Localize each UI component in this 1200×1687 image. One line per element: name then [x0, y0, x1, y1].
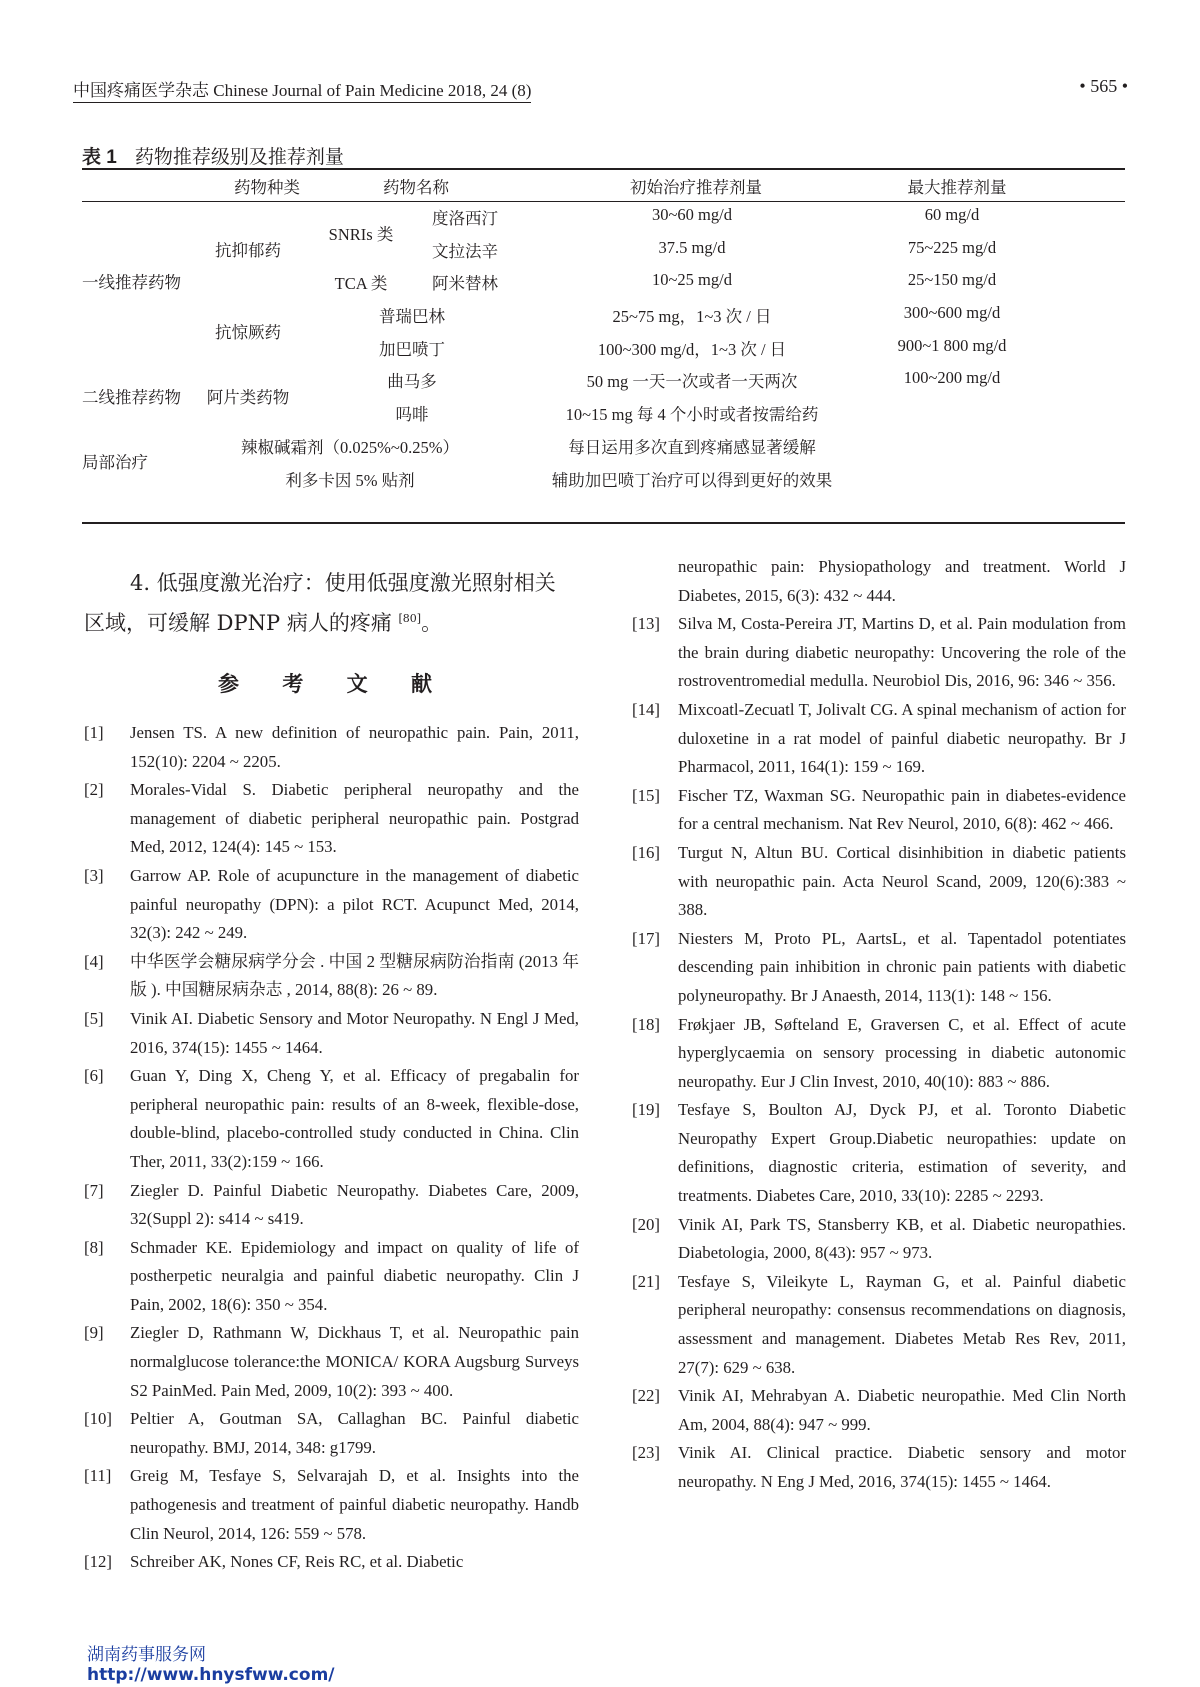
col-header-max-dose: 最大推荐剂量	[907, 178, 1007, 197]
table-caption	[82, 142, 344, 169]
body-paragraph	[84, 565, 584, 641]
reference-item	[84, 1548, 579, 1577]
ref-text: 中华医学会糖尿病学分会 . 中国 2 型糖尿病防治指南 (2013 年版 ). 中国糖尿病杂志 , 2014, 88(8): 26 ~ 89.	[130, 951, 579, 1000]
ref-text: Vinik AI, Park TS, Stansberry KB, et al. Diabetic neuropathies. Diabetologia, 2000, 8(43): 957 ~ 973.	[678, 1214, 1126, 1263]
reference-item	[84, 1062, 579, 1176]
ref-number: [14]	[632, 699, 660, 719]
ref-text: Jensen TS. A new definition of neuropathic pain. Pain, 2011, 152(10): 2204 ~ 2205.	[130, 723, 579, 771]
ref-number: [17]	[632, 928, 660, 948]
ref-text: Morales-Vidal S. Diabetic peripheral neuropathy and the management of diabetic peripheral neuropathic pain. Postgrad Med, 2012, 124(4): 145 ~ 153.	[130, 780, 579, 857]
site-name: 湖南药事服务网	[87, 1645, 206, 1665]
max-dose: 300~600 mg/d	[903, 303, 1001, 322]
initial-dose: 辅助加巴喷丁治疗可以得到更好的效果	[551, 471, 833, 490]
reference-item	[84, 776, 579, 862]
ref-text: Vinik AI, Mehrabyan A. Diabetic neuropathie. Med Clin North Am, 2004, 88(4): 947 ~ 999.	[678, 1386, 1126, 1434]
site-url-link[interactable]: http://www.hnysfww.com/	[87, 1665, 335, 1685]
reference-item	[632, 1211, 1126, 1268]
drug-name: 文拉法辛	[432, 242, 498, 261]
drug-name: 吗啡	[395, 405, 429, 424]
references-left	[84, 719, 579, 1577]
page-number: • 565 •	[1079, 76, 1128, 96]
ref-text: Tesfaye S, Boulton AJ, Dyck PJ, et al. Toronto Diabetic Neuropathy Expert Group.Diabetic neuropathies: update on definitions, diagnostic criteria, estimation of severity, and treatments. Diabetes Care, 2010, 33(10): 2285 ~ 2293.	[678, 1100, 1126, 1206]
ref-text: Peltier A, Goutman SA, Callaghan BC. Painful diabetic neuropathy. BMJ, 2014, 348: g1799.	[130, 1409, 579, 1457]
ref-number: [18]	[632, 1014, 660, 1034]
table-label: 表 1	[82, 147, 117, 168]
reference-item	[632, 1268, 1126, 1382]
reference-item	[632, 610, 1126, 696]
ref-number: [7]	[84, 1180, 104, 1200]
ref-text: Schmader KE. Epidemiology and impact on quality of life of postherpetic neuralgia and painful diabetic neuropathy. Clin J Pain, 2002, 18(6): 350 ~ 354.	[130, 1237, 579, 1314]
body-line-text: 区域，可缓解 DPNP 病人的疼痛	[84, 611, 392, 635]
ref-number: [3]	[84, 865, 104, 885]
ref-number: [2]	[84, 780, 104, 800]
reference-item	[632, 839, 1126, 925]
reference-item	[84, 1405, 579, 1462]
reference-item	[84, 1234, 579, 1320]
ref-text: Frøkjaer JB, Søfteland E, Graversen C, et al. Effect of acute hyperglycaemia on sensory processing in diabetic autonomic neuropathy. Eur J Clin Invest, 2010, 40(10): 883 ~ 886.	[678, 1014, 1126, 1091]
group-second-line: 二线推荐药物	[82, 388, 181, 407]
ref-text: Guan Y, Ding X, Cheng Y, et al. Efficacy of pregabalin for peripheral neuropathic pain: results of an 8-week, flexible-dose, double-blind, placebo-controlled study conducted in China. Clin Ther, 2011, 33(2):159 ~ 166.	[130, 1066, 579, 1171]
reference-item	[632, 1382, 1126, 1439]
col-header-category: 药物种类	[234, 178, 300, 197]
initial-dose: 37.5 mg/d	[658, 238, 726, 257]
table-header-rule	[82, 201, 1125, 202]
drug-name: 辣椒碱霜剂（0.025%~0.25%）	[241, 438, 459, 457]
ref-text: Schreiber AK, Nones CF, Reis RC, et al. Diabetic	[130, 1552, 464, 1572]
initial-dose: 50 mg 一天一次或者一天两次	[586, 372, 798, 391]
drug-name: 加巴喷丁	[379, 340, 445, 359]
ref-text: Ziegler D, Rathmann W, Dickhaus T, et al. Neuropathic pain normalglucose tolerance:the MONICA/ KORA Augsburg Surveys S2 PainMed. Pain Med, 2009, 10(2): 393 ~ 400.	[130, 1323, 579, 1400]
initial-dose: 30~60 mg/d	[652, 205, 732, 224]
drug-name: 利多卡因 5% 贴剂	[285, 471, 415, 490]
drug-name: 度洛西汀	[432, 209, 498, 228]
reference-item	[84, 1177, 579, 1234]
ref-text: neuropathic pain: Physiopathology and treatment. World J Diabetes, 2015, 6(3): 432 ~ 444.	[678, 557, 1126, 605]
max-dose: 60 mg/d	[924, 205, 980, 224]
ref-text: Fischer TZ, Waxman SG. Neuropathic pain in diabetes-evidence for a central mechanism. Nat Rev Neurol, 2010, 6(8): 462 ~ 466.	[678, 785, 1126, 834]
table-top-rule	[82, 168, 1125, 170]
ref-number: [20]	[632, 1214, 660, 1234]
ref-number: [19]	[632, 1100, 660, 1120]
reference-item	[632, 696, 1126, 782]
ref-number: [15]	[632, 785, 660, 805]
reference-item	[632, 1439, 1126, 1496]
ref-number: [10]	[84, 1409, 112, 1429]
ref-number: [6]	[84, 1066, 104, 1086]
ref-text: Mixcoatl-Zecuatl T, Jolivalt CG. A spinal mechanism of action for duloxetine in a rat model of painful diabetic neuropathy. Br J Pharmacol, 2011, 164(1): 159 ~ 169.	[678, 699, 1126, 777]
ref-text: Tesfaye S, Vileikyte L, Rayman G, et al. Painful diabetic peripheral neuropathy: consensus recommendations on diagnosis, assessment and management. Diabetes Metab Res Rev, 2011, 27(7): 629 ~ 638.	[678, 1271, 1126, 1377]
reference-item	[84, 862, 579, 948]
ref-number: [16]	[632, 842, 660, 862]
body-line-end: 。	[421, 611, 443, 635]
running-header	[73, 76, 1128, 102]
col-header-drug: 药物名称	[383, 178, 449, 197]
initial-dose: 100~300 mg/d，1~3 次 / 日	[597, 340, 787, 359]
max-dose: 25~150 mg/d	[907, 270, 997, 289]
initial-dose: 25~75 mg，1~3 次 / 日	[612, 307, 772, 326]
group-topical: 局部治疗	[82, 453, 148, 472]
ref-number: [9]	[84, 1323, 104, 1343]
body-line-2	[84, 601, 584, 641]
ref-number: [8]	[84, 1237, 104, 1257]
ref-number: [4]	[84, 951, 104, 971]
reference-item	[84, 1462, 579, 1548]
ref-text: Turgut N, Altun BU. Cortical disinhibition in diabetic patients with neuropathic pain. Acta Neurol Scand, 2009, 120(6):383 ~ 388.	[678, 842, 1126, 920]
reference-item	[84, 948, 579, 1005]
reference-item	[84, 1005, 579, 1062]
table-title: 药物推荐级别及推荐剂量	[134, 147, 344, 168]
reference-continuation	[632, 553, 1126, 610]
reference-item	[632, 1011, 1126, 1097]
subclass-tca: TCA 类	[334, 274, 388, 293]
dosage-table	[82, 168, 1125, 524]
subclass-snri: SNRIs 类	[328, 225, 394, 244]
max-dose: 100~200 mg/d	[903, 368, 1001, 387]
site-footer	[87, 1640, 335, 1685]
class-antidepressant: 抗抑郁药	[215, 241, 281, 260]
ref-text: Vinik AI. Diabetic Sensory and Motor Neuropathy. N Engl J Med, 2016, 374(15): 1455 ~ 1464.	[130, 1008, 579, 1057]
ref-text: Greig M, Tesfaye S, Selvarajah D, et al. Insights into the pathogenesis and treatment of painful diabetic neuropathy. Handb Clin Neurol, 2014, 126: 559 ~ 578.	[130, 1466, 579, 1543]
references-heading: 参 考 文 献	[218, 671, 450, 696]
ref-number: [12]	[84, 1552, 112, 1572]
group-first-line: 一线推荐药物	[82, 273, 181, 292]
ref-number: [1]	[84, 723, 104, 742]
reference-item	[84, 1319, 579, 1405]
ref-number: [5]	[84, 1008, 104, 1028]
ref-text: Garrow AP. Role of acupuncture in the management of diabetic painful neuropathy (DPN): a pilot RCT. Acupunct Med, 2014, 32(3): 242 ~ 249.	[130, 865, 579, 943]
reference-item	[632, 925, 1126, 1011]
reference-item	[632, 1096, 1126, 1210]
table-bottom-rule	[82, 522, 1125, 524]
class-opioid: 阿片类药物	[206, 388, 290, 407]
col-header-initial-dose: 初始治疗推荐剂量	[630, 178, 762, 197]
initial-dose: 10~15 mg 每 4 个小时或者按需给药	[565, 405, 819, 424]
body-line: 4. 低强度激光治疗：使用低强度激光照射相关	[130, 571, 556, 595]
ref-number: [21]	[632, 1271, 660, 1291]
ref-text: Ziegler D. Painful Diabetic Neuropathy. Diabetes Care, 2009, 32(Suppl 2): s414 ~ s419.	[130, 1180, 579, 1229]
ref-number: [23]	[632, 1443, 660, 1463]
drug-name: 阿米替林	[432, 274, 498, 293]
reference-item	[84, 719, 579, 776]
reference-item	[632, 782, 1126, 839]
max-dose: 75~225 mg/d	[907, 238, 997, 257]
ref-text: Niesters M, Proto PL, AartsL, et al. Tapentadol potentiates descending pain inhibition in chronic pain patients with diabetic polyneuropathy. Br J Anaesth, 2014, 113(1): 148 ~ 156.	[678, 928, 1126, 1005]
initial-dose: 每日运用多次直到疼痛感显著缓解	[568, 438, 816, 457]
references-right	[632, 553, 1126, 1497]
drug-name: 普瑞巴林	[379, 307, 445, 326]
journal-title: 中国疼痛医学杂志 Chinese Journal of Pain Medicine 2018, 24 (8)	[73, 76, 531, 103]
drug-name: 曲马多	[387, 372, 437, 391]
class-anticonvulsant: 抗惊厥药	[215, 323, 281, 342]
initial-dose: 10~25 mg/d	[652, 270, 732, 289]
ref-text: Silva M, Costa-Pereira JT, Martins D, et al. Pain modulation from the brain during diabetic neuropathy: Uncovering the role of the rostroventromedial medulla. Neurobiol Dis, 2016, 96: 346 ~ 356.	[678, 614, 1126, 691]
ref-number: [13]	[632, 614, 660, 634]
ref-text: Vinik AI. Clinical practice. Diabetic sensory and motor neuropathy. N Eng J Med, 2016, 374(15): 1455 ~ 1464.	[678, 1443, 1126, 1491]
ref-number: [11]	[84, 1466, 112, 1486]
ref-number: [22]	[632, 1386, 660, 1406]
max-dose: 900~1 800 mg/d	[897, 336, 1007, 355]
citation: [80]	[398, 612, 422, 625]
